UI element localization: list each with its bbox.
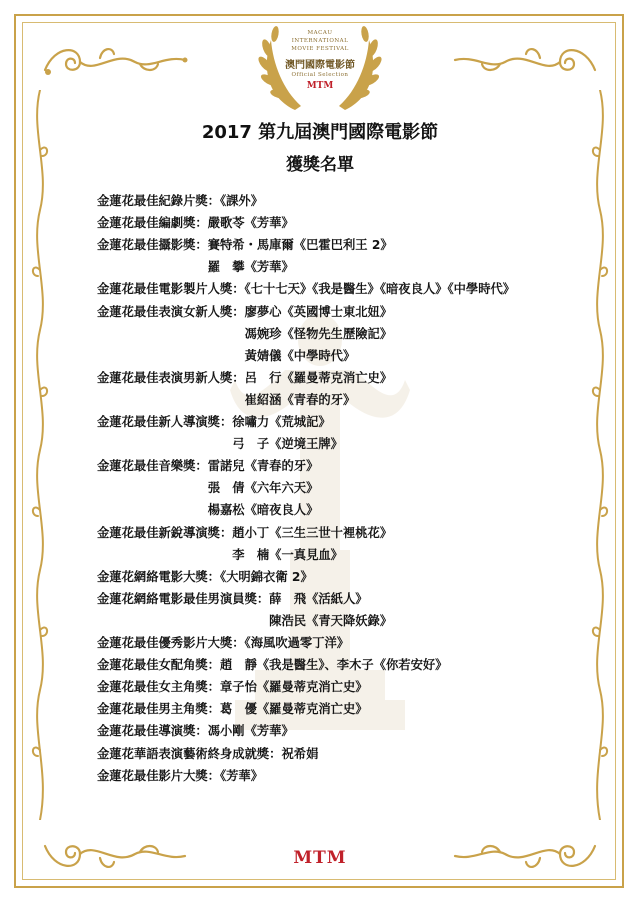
award-row [97, 657, 447, 673]
emblem-line-festival: MOVIE FESTIVAL [291, 46, 349, 52]
award-row [97, 723, 294, 739]
award-row [97, 392, 355, 408]
award-category: 金蓮花最佳優秀影片大獎： [97, 636, 245, 650]
award-row [97, 326, 392, 342]
award-winner: 黃婧儀《中學時代》 [244, 348, 356, 363]
award-winner: 廖夢心《英國博士東北妞》 [244, 304, 393, 319]
award-row [97, 215, 294, 231]
award-category: 金蓮花最佳紀錄片獎： [97, 194, 220, 208]
award-winner: 賽特希・馬庫爾《巴霍巴利王 2》 [207, 238, 393, 253]
award-row [97, 502, 318, 518]
award-row [97, 414, 331, 430]
festival-emblem [255, 14, 385, 118]
award-row [97, 458, 318, 474]
award-winner: 趙小丁《三生三世十裡桃花》 [232, 525, 393, 540]
emblem-mtm-logo: MTM [306, 81, 334, 91]
right-side-ornament [588, 90, 612, 820]
award-winner: 呂 行《羅曼蒂克消亡史》 [244, 370, 393, 385]
award-row [97, 591, 368, 607]
page-title: 2017 第九屆澳門國際電影節 [201, 122, 439, 143]
award-category: 金蓮花華語表演藝術終身成就獎： [97, 746, 282, 761]
award-category: 金蓮花網絡電影最佳男演員獎： [97, 591, 270, 606]
award-winner: 《大明錦衣衛 2》 [219, 569, 313, 584]
award-category: 金蓮花最佳影片大獎： [97, 768, 220, 783]
award-category: 金蓮花最佳新銳導演獎： [97, 525, 233, 540]
award-winner: 馮小剛《芳華》 [207, 724, 294, 739]
award-category: 金蓮花最佳音樂獎： [97, 459, 208, 474]
award-winner: 弓 子《逆境王牌》 [232, 437, 343, 452]
emblem-chinese-name: 澳門國際電影節 [285, 60, 355, 71]
award-category: 金蓮花網絡電影大獎： [97, 569, 220, 584]
award-category: 金蓮花最佳表演女新人獎： [97, 304, 245, 319]
award-row [97, 525, 392, 541]
award-winner: 薛 飛《活紙人》 [269, 591, 368, 606]
left-side-ornament [28, 90, 52, 820]
award-row [97, 569, 313, 585]
award-winner: 章子怡《羅曼蒂克消亡史》 [219, 680, 368, 695]
emblem-line-international: INTERNATIONAL [291, 38, 349, 44]
award-category: 金蓮花最佳新人導演獎： [97, 415, 233, 429]
award-row [97, 237, 393, 253]
award-category: 金蓮花最佳攝影獎： [97, 238, 208, 253]
emblem-line-macau: MACAU [307, 30, 333, 36]
award-winner: 羅 攀《芳華》 [207, 260, 294, 275]
emblem-official-selection: Official Selection [291, 72, 349, 78]
award-winner: 《課外》 [219, 194, 264, 208]
award-winner: 《海風吹過零丁洋》 [244, 636, 350, 650]
top-right-flourish [450, 40, 600, 80]
award-row [97, 768, 263, 784]
award-winner: 陳浩民《青天降妖錄》 [269, 613, 393, 628]
award-row [97, 370, 392, 386]
award-winner: 楊嘉松《暗夜良人》 [207, 503, 319, 518]
award-winner: 趙 靜《我是醫生》、李木子《你若安好》 [219, 658, 448, 673]
award-row [97, 679, 368, 695]
award-category: 金蓮花最佳導演獎： [97, 724, 208, 739]
award-row [97, 701, 368, 717]
award-winner: 《七十七天》《我是醫生》《暗夜良人》《中學時代》 [244, 282, 516, 297]
page-subtitle: 獲獎名單 [286, 155, 354, 175]
footer-mtm-logo: MTM [293, 848, 347, 868]
award-winner: 葛 優《羅曼蒂克消亡史》 [219, 702, 368, 717]
award-category: 金蓮花最佳女主角獎： [97, 680, 220, 695]
award-winner: 馮婉珍《怪物先生歷險記》 [244, 326, 393, 341]
award-row [97, 304, 392, 320]
top-left-flourish [40, 40, 190, 80]
award-row [97, 635, 349, 651]
award-row [97, 281, 515, 297]
award-winner: 張 倩《六年六天》 [207, 481, 319, 496]
award-row [97, 259, 294, 275]
award-winner: 崔紹涵《青春的牙》 [244, 392, 356, 407]
award-row [97, 746, 318, 762]
award-row [97, 480, 318, 496]
award-row [97, 348, 355, 364]
award-category: 金蓮花最佳表演男新人獎： [97, 370, 245, 385]
award-row [97, 193, 263, 209]
award-category: 金蓮花最佳電影製片人獎： [97, 282, 245, 297]
award-winner: 嚴歌苓《芳華》 [207, 216, 294, 231]
award-winner: 李 楠《一真見血》 [232, 547, 343, 562]
award-row [97, 613, 392, 629]
award-winner: 祝希娟 [281, 746, 319, 761]
award-row [97, 436, 343, 452]
award-category: 金蓮花最佳男主角獎： [97, 702, 220, 717]
award-category: 金蓮花最佳女配角獎： [97, 658, 220, 673]
award-category: 金蓮花最佳編劇獎： [97, 216, 208, 231]
award-winner: 《芳華》 [219, 768, 264, 783]
award-winner: 徐嘯力《荒城記》 [232, 415, 331, 429]
award-winner: 雷諾兒《青春的牙》 [207, 459, 319, 474]
award-row [97, 547, 343, 563]
